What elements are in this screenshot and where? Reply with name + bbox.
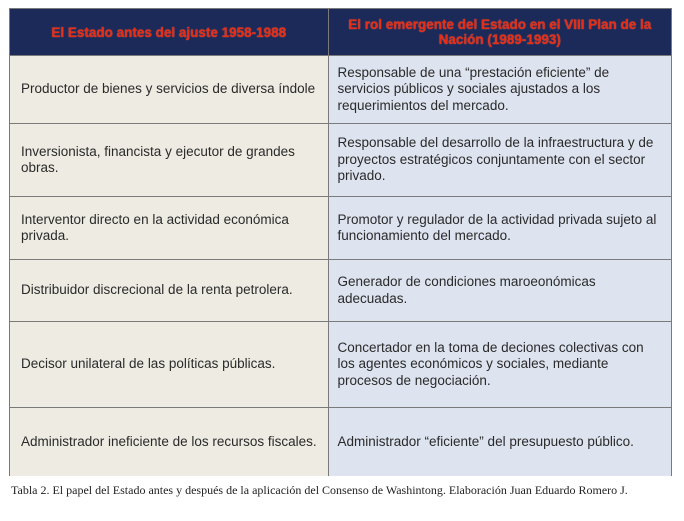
- cell-after: Concertador en la toma de deciones colectivas con los agentes económicos y sociales, mediante procesos de negociación.: [328, 322, 671, 408]
- cell-before: Productor de bienes y servicios de diversa índole: [10, 56, 328, 124]
- cell-after: Responsable del desarrollo de la infraestructura y de proyectos estratégicos conjuntamente con el sector privado.: [328, 124, 671, 197]
- header-emergent-role: El rol emergente del Estado en el VIII Plan de la Nación (1989-1993): [328, 9, 671, 56]
- table-row: [10, 197, 671, 260]
- cell-before: Distribuidor discrecional de la renta petrolera.: [10, 260, 328, 322]
- table-row: [10, 56, 671, 124]
- table-header-row: [10, 9, 671, 56]
- cell-before: Decisor unilateral de las políticas públicas.: [10, 322, 328, 408]
- comparison-table-container: [9, 8, 672, 476]
- cell-before: Administrador ineficiente de los recursos fiscales.: [10, 408, 328, 476]
- table-row: [10, 260, 671, 322]
- cell-before: Inversionista, financista y ejecutor de grandes obras.: [10, 124, 328, 197]
- cell-after: Generador de condiciones maroeonómicas adecuadas.: [328, 260, 671, 322]
- table-row: [10, 322, 671, 408]
- comparison-table: [10, 9, 671, 476]
- table-row: [10, 124, 671, 197]
- table-caption: Tabla 2. El papel del Estado antes y después de la aplicación del Consenso de Washintong. Elaboración Juan Eduardo Romero J.: [11, 483, 628, 497]
- cell-after: Promotor y regulador de la actividad privada sujeto al funcionamiento del mercado.: [328, 197, 671, 260]
- cell-after: Responsable de una “prestación eficiente” de servicios públicos y sociales ajustados a los requerimientos del mercado.: [328, 56, 671, 124]
- table-row: [10, 408, 671, 476]
- cell-before: Interventor directo en la actividad económica privada.: [10, 197, 328, 260]
- header-before-adjustment: El Estado antes del ajuste 1958-1988: [10, 9, 328, 56]
- cell-after: Administrador “eficiente” del presupuesto público.: [328, 408, 671, 476]
